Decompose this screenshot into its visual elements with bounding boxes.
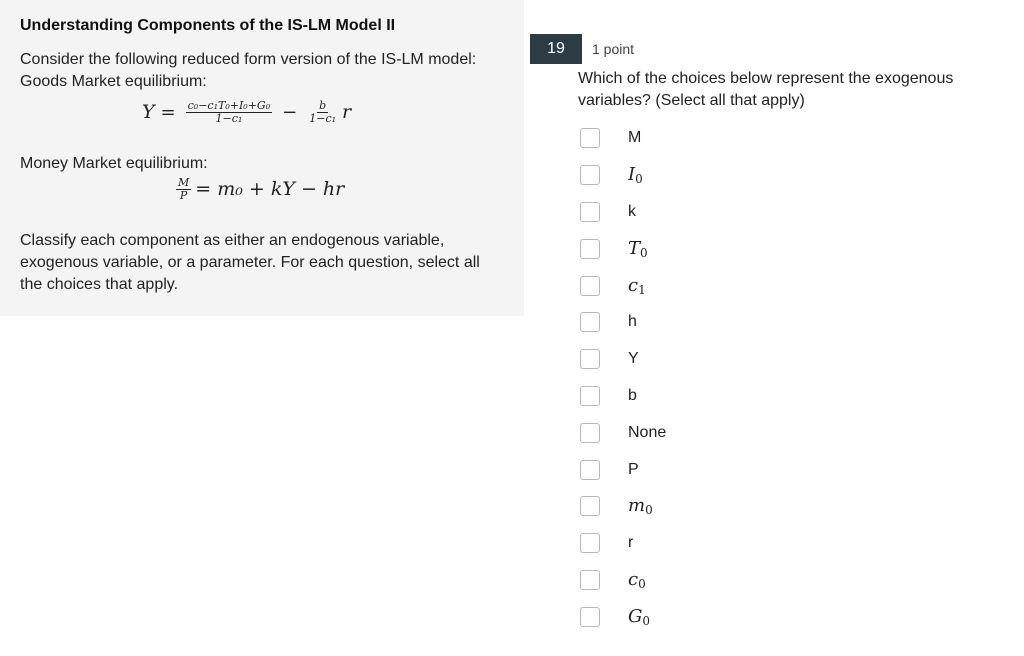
option-checkbox[interactable] [580,607,600,627]
option-checkbox[interactable] [580,423,600,443]
option-label-text: T [628,237,641,259]
option-label[interactable] [628,606,650,628]
answer-option[interactable] [580,414,666,451]
option-label-text: m [628,495,646,517]
answer-option[interactable] [580,562,666,599]
answer-option[interactable] [580,451,666,488]
answer-option[interactable] [580,304,666,341]
passage-instructions: Classify each component as either an endogenous variable, exogenous variable, or a parameter. For each question, select all the choices that apply. [20,232,480,293]
answer-option[interactable] [580,525,666,562]
goods-market-equation [142,91,504,133]
mm-fraction-numerator: M [178,175,190,189]
option-checkbox[interactable] [580,202,600,222]
eq-fraction-1 [186,100,273,125]
eq-tail: r [342,101,352,123]
eq-minus: − [282,101,298,123]
goods-market-label: Goods Market equilibrium: [20,73,207,90]
option-label-text: b [628,386,637,404]
money-market-label: Money Market equilibrium: [20,155,208,172]
passage-intro: Consider the following reduced form version of the IS-LM model: [20,51,477,68]
option-label-text: r [628,534,634,552]
option-label[interactable] [628,203,636,221]
answer-option[interactable] [580,267,666,304]
question-points: 1 point [592,41,635,57]
option-checkbox[interactable] [580,128,600,148]
option-label[interactable] [628,387,637,405]
option-checkbox[interactable] [580,349,600,369]
answer-option[interactable] [580,120,666,157]
option-checkbox[interactable] [580,386,600,406]
question-prompt: Which of the choices below represent the exogenous variables? (Select all that apply) [578,70,954,109]
option-label-text: k [628,202,636,220]
option-checkbox[interactable] [580,460,600,480]
option-label-subscript: 0 [638,576,646,591]
option-label-text: h [628,313,637,331]
option-label-subscript: 0 [642,613,651,628]
passage-panel [0,0,524,316]
answer-option[interactable] [580,341,666,378]
option-checkbox[interactable] [580,239,600,259]
money-market-equation [172,174,504,204]
option-label[interactable] [628,350,639,368]
answer-option[interactable] [580,488,666,525]
passage-title: Understanding Components of the IS-LM Model II [20,17,396,34]
mm-fraction-denominator: P [179,188,188,202]
question-header [530,34,634,64]
eq-lhs: Y [142,101,155,123]
option-label-text: c [628,274,639,296]
option-label-subscript: 1 [638,282,646,297]
option-label-text: P [628,460,639,478]
option-label-text: I [628,164,636,186]
option-label[interactable] [628,164,643,186]
eq-equals: = [160,101,176,123]
option-label[interactable] [628,238,648,260]
option-label-subscript: 0 [635,172,643,187]
answer-option[interactable] [580,378,666,415]
eq-fraction-1-denominator: 1−c₁ [215,111,243,125]
answer-option[interactable] [580,230,666,267]
option-label[interactable] [628,495,653,517]
answer-options [580,120,666,635]
option-label[interactable] [628,569,646,591]
option-checkbox[interactable] [580,570,600,590]
option-label-text: G [628,605,643,627]
option-label[interactable] [628,313,637,331]
option-label-subscript: 0 [645,503,653,518]
option-label-text: None [628,423,667,441]
option-checkbox[interactable] [580,165,600,185]
answer-option[interactable] [580,598,666,635]
option-checkbox[interactable] [580,496,600,516]
eq-fraction-2 [307,100,338,125]
option-label-text: Y [628,350,639,368]
answer-option[interactable] [580,157,666,194]
mm-fraction [176,177,191,202]
option-label[interactable] [628,129,641,147]
option-checkbox[interactable] [580,276,600,296]
eq-fraction-2-numerator: b [319,98,327,112]
option-checkbox[interactable] [580,312,600,332]
option-label[interactable] [628,275,646,297]
option-label-text: M [628,129,642,147]
eq-fraction-2-denominator: 1−c₁ [309,111,337,125]
eq-fraction-1-numerator: c₀−c₁T₀+I₀+G₀ [187,98,271,112]
option-label-subscript: 0 [640,245,648,260]
option-label-text: c [628,568,639,590]
answer-option[interactable] [580,194,666,231]
question-number-badge: 19 [530,34,582,64]
option-label[interactable] [628,461,639,479]
option-label[interactable] [628,534,633,552]
option-checkbox[interactable] [580,533,600,553]
option-label[interactable] [628,424,666,442]
mm-rhs: = m₀ + kY − hr [195,178,345,200]
